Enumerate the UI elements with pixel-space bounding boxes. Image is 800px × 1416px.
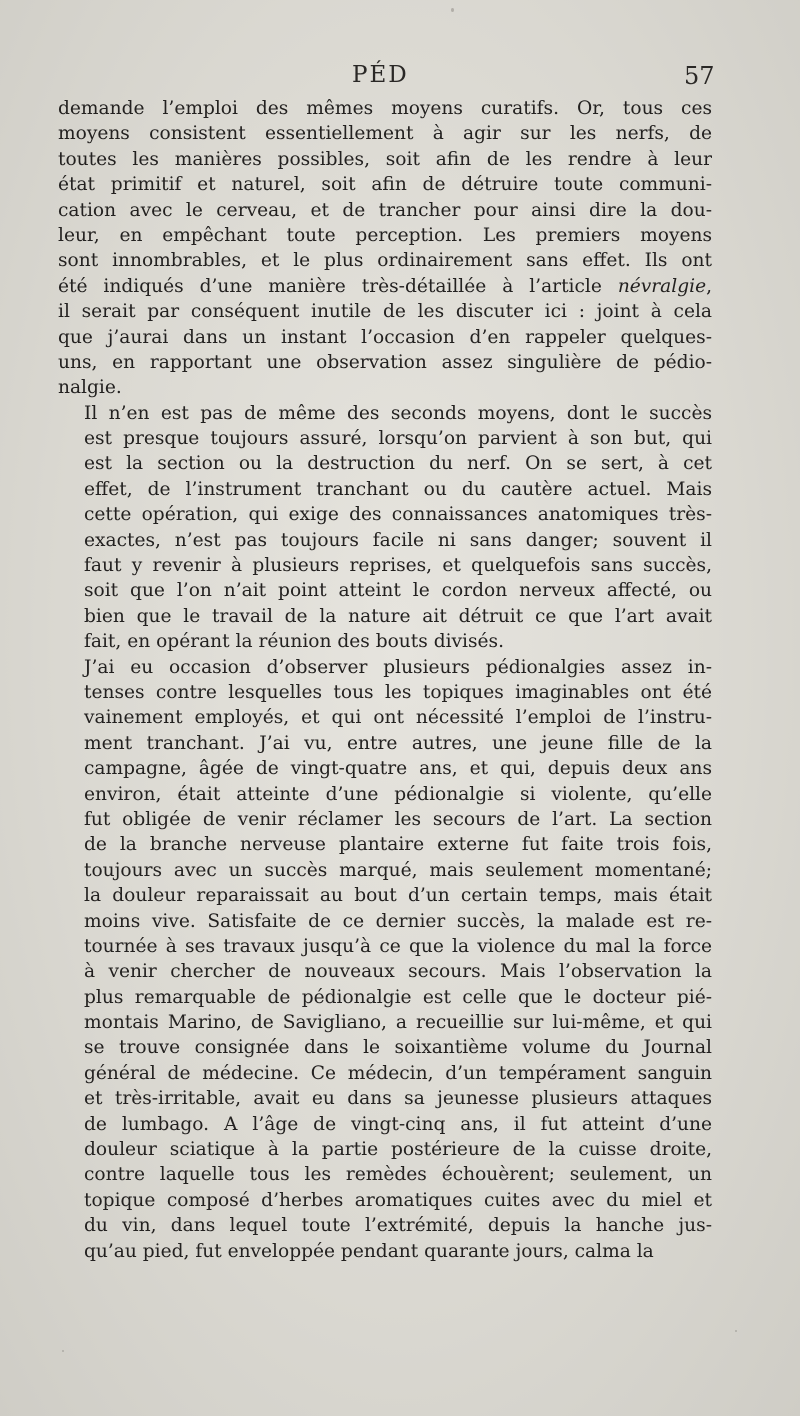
text-line: moins vive. Satisfaite de ce dernier succès, la malade est re- bbox=[84, 910, 712, 932]
text-line: demande l’emploi des mêmes moyens curatifs. Or, tous ces bbox=[58, 98, 712, 119]
text-line: fait, en opérant la réunion des bouts divisés. bbox=[84, 631, 504, 653]
paper-speck bbox=[62, 1350, 64, 1352]
text-line: de lumbago. A l’âge de vingt-cinq ans, il fut atteint d’une bbox=[84, 1113, 712, 1135]
text-line: fut obligée de venir réclamer les secours de l’art. La section bbox=[84, 808, 712, 830]
text-line: ment tranchant. J’ai vu, entre autres, une jeune fille de la bbox=[84, 732, 712, 754]
text-line: Il n’en est pas de même des seconds moyens, dont le succès bbox=[84, 402, 712, 424]
text-line: faut y revenir à plusieurs reprises, et quelquefois sans succès, bbox=[84, 555, 712, 577]
text-line: uns, en rapportant une observation assez singulière de pédio- bbox=[58, 351, 712, 373]
running-head bbox=[0, 62, 800, 96]
running-head-title: PÉD bbox=[352, 62, 409, 88]
text-line: montais Marino, de Savigliano, a recueillie sur lui-même, et qui bbox=[84, 1012, 712, 1034]
text-line: topique composé d’herbes aromatiques cuites avec du miel et bbox=[84, 1189, 712, 1211]
text-line: tournée à ses travaux jusqu’à ce que la violence du mal la force bbox=[84, 935, 712, 957]
text-line: bien que le travail de la nature ait détruit ce que l’art avait bbox=[84, 605, 712, 627]
text-line: contre laquelle tous les remèdes échouèrent; seulement, un bbox=[84, 1164, 712, 1186]
text-line: toutes les manières possibles, soit afin de les rendre à leur bbox=[58, 148, 712, 170]
text-line: moyens consistent essentiellement à agir sur les nerfs, de bbox=[58, 123, 712, 145]
paper-speck bbox=[735, 1330, 737, 1332]
text-line: exactes, n’est pas toujours facile ni sans danger; souvent il bbox=[84, 529, 712, 551]
text-line: la douleur reparaissait au bout d’un certain temps, mais était bbox=[84, 885, 712, 907]
paragraph bbox=[58, 96, 712, 401]
text-line: et très-irritable, avait eu dans sa jeunesse plusieurs attaques bbox=[84, 1088, 712, 1110]
text-line: est la section ou la destruction du nerf. On se sert, à cet bbox=[84, 453, 712, 475]
text-line: est presque toujours assuré, lorsqu’on parvient à son but, qui bbox=[84, 428, 712, 450]
text-line: cette opération, qui exige des connaissances anatomiques très- bbox=[84, 504, 712, 526]
text-line: tenses contre lesquelles tous les topiques imaginables ont été bbox=[84, 681, 712, 703]
page-number: 57 bbox=[684, 62, 715, 90]
punctuation: , bbox=[706, 275, 712, 297]
paragraph bbox=[58, 655, 712, 1264]
text-line: soit que l’on n’ait point atteint le cordon nerveux affecté, ou bbox=[84, 580, 712, 602]
text-line: douleur sciatique à la partie postérieure de la cuisse droite, bbox=[84, 1139, 712, 1161]
text-line: cation avec le cerveau, et de trancher pour ainsi dire la dou- bbox=[58, 199, 712, 221]
text-line: du vin, dans lequel toute l’extrémité, depuis la hanche jus- bbox=[84, 1215, 712, 1237]
text-line: campagne, âgée de vingt-quatre ans, et qui, depuis deux ans bbox=[84, 758, 712, 780]
text-line: toujours avec un succès marqué, mais seulement momentané; bbox=[84, 859, 712, 881]
text-line: environ, était atteinte d’une pédionalgie si violente, qu’elle bbox=[84, 783, 712, 805]
italic-term: névralgie bbox=[617, 275, 707, 297]
text-line: que j’aurai dans un instant l’occasion d’en rappeler quelques- bbox=[58, 326, 712, 348]
text-line: vainement employés, et qui ont nécessité l’emploi de l’instru- bbox=[84, 707, 712, 729]
text-line: de la branche nerveuse plantaire externe fut faite trois fois, bbox=[84, 834, 712, 856]
text-line: sont innombrables, et le plus ordinairement sans effet. Ils ont bbox=[58, 250, 712, 272]
text-line: leur, en empêchant toute perception. Les premiers moyens bbox=[58, 224, 712, 246]
text-line: qu’au pied, fut enveloppée pendant quarante jours, calma la bbox=[84, 1240, 654, 1262]
paragraph bbox=[58, 401, 712, 655]
text-line: effet, de l’instrument tranchant ou du cautère actuel. Mais bbox=[84, 478, 712, 500]
body-text bbox=[58, 96, 712, 1264]
text-line: à venir chercher de nouveaux secours. Mais l’observation la bbox=[84, 961, 712, 983]
text-line: J’ai eu occasion d’observer plusieurs pédionalgies assez in- bbox=[84, 656, 712, 678]
paper-speck bbox=[451, 8, 454, 12]
text-line: plus remarquable de pédionalgie est celle que le docteur pié- bbox=[84, 986, 712, 1008]
text-line: général de médecine. Ce médecin, d’un tempérament sanguin bbox=[84, 1062, 712, 1084]
text-line: se trouve consignée dans le soixantième volume du Journal bbox=[84, 1037, 712, 1059]
text-line: il serait par conséquent inutile de les discuter ici : joint à cela bbox=[58, 301, 712, 323]
text-line: été indiqués d’une manière très-détaillée à l’article névralgie, bbox=[58, 275, 712, 297]
text-line: état primitif et naturel, soit afin de détruire toute communi- bbox=[58, 174, 712, 196]
text-line: nalgie. bbox=[58, 377, 122, 399]
